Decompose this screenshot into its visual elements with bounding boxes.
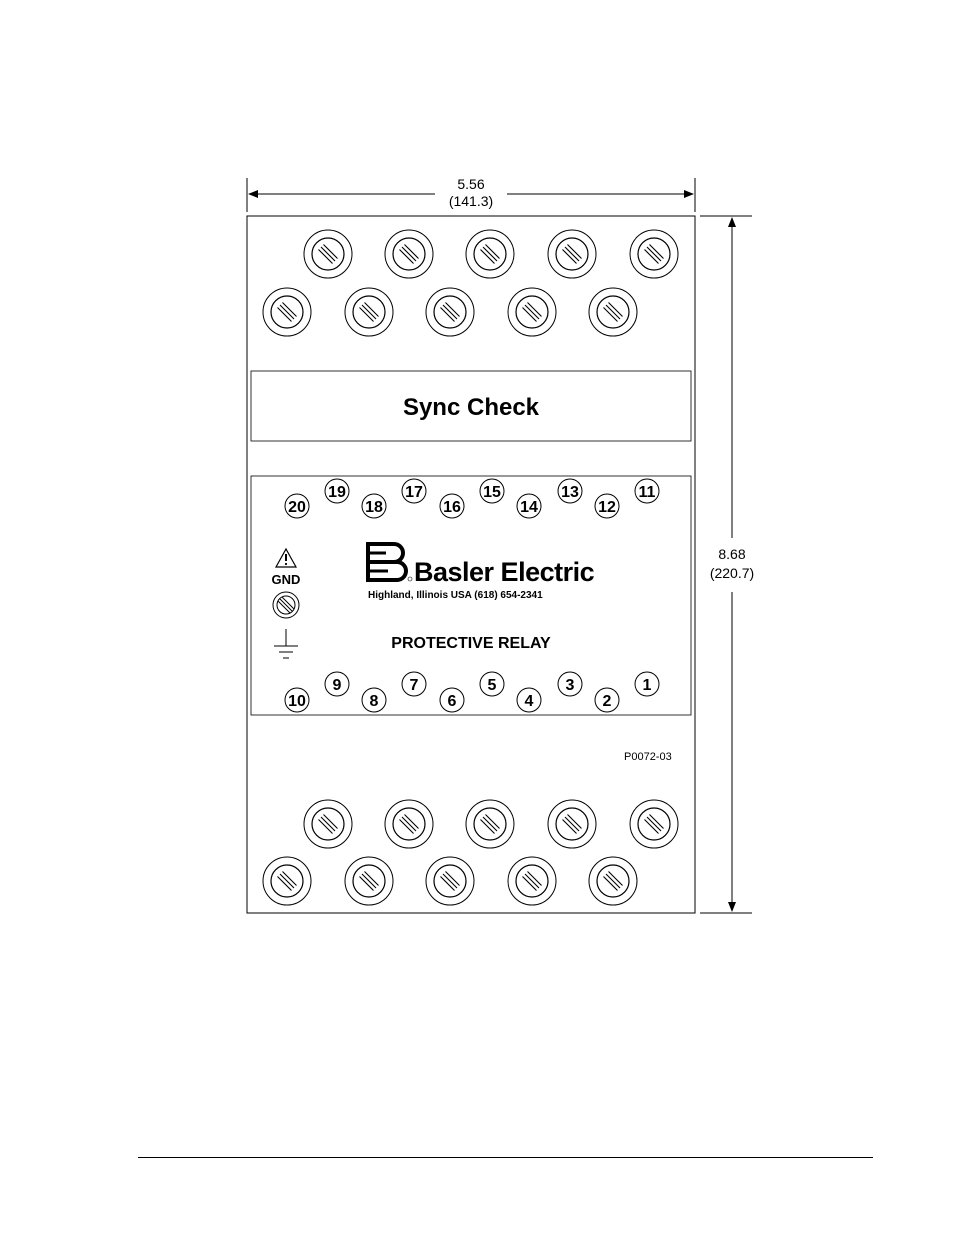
brand-address: Highland, Illinois USA (618) 654-2341 bbox=[368, 590, 543, 601]
terminal-number bbox=[480, 672, 504, 696]
terminal-label: 18 bbox=[365, 499, 383, 516]
height-dimension bbox=[700, 216, 754, 913]
terminal-label: 9 bbox=[332, 677, 342, 694]
terminal-number bbox=[402, 479, 426, 503]
terminal-label: 7 bbox=[409, 677, 419, 694]
screw-terminal-icon bbox=[263, 857, 311, 905]
terminal-number bbox=[480, 479, 504, 503]
terminal-number bbox=[635, 672, 659, 696]
width-dimension bbox=[247, 176, 695, 212]
terminal-label: 5 bbox=[487, 677, 497, 694]
terminal-number bbox=[325, 479, 349, 503]
terminal-number bbox=[362, 494, 386, 518]
screw-terminal-icon bbox=[630, 230, 678, 278]
screw-terminal-icon bbox=[508, 857, 556, 905]
screw-terminal-icon bbox=[426, 288, 474, 336]
terminal-number bbox=[558, 672, 582, 696]
screw-terminal-icon bbox=[385, 230, 433, 278]
terminal-number bbox=[440, 494, 464, 518]
relay-title: Sync Check bbox=[402, 394, 540, 421]
terminal-number bbox=[285, 494, 309, 518]
terminal-label: 1 bbox=[642, 677, 652, 694]
terminal-label: 17 bbox=[405, 484, 423, 501]
terminal-number bbox=[325, 672, 349, 696]
terminal-label: 10 bbox=[288, 693, 306, 710]
terminal-label: 13 bbox=[561, 484, 579, 501]
screw-terminal-icon bbox=[263, 288, 311, 336]
terminal-label: 4 bbox=[524, 693, 534, 710]
screw-terminal-icon bbox=[508, 288, 556, 336]
screw-terminal-icon bbox=[426, 857, 474, 905]
footer-rule bbox=[138, 1157, 873, 1158]
screw-terminal-icon bbox=[345, 857, 393, 905]
ground-screw bbox=[273, 592, 299, 618]
terminal-number bbox=[517, 494, 541, 518]
screw-terminal-icon bbox=[589, 857, 637, 905]
terminal-label: 14 bbox=[520, 499, 538, 516]
terminal-label: 2 bbox=[602, 693, 612, 710]
height-metric: (220.7) bbox=[709, 565, 755, 581]
terminal-number bbox=[440, 688, 464, 712]
terminal-label: 6 bbox=[447, 693, 457, 710]
ground-label: GND bbox=[271, 572, 301, 587]
screw-terminal-icon bbox=[385, 800, 433, 848]
terminal-number bbox=[558, 479, 582, 503]
terminal-number bbox=[635, 479, 659, 503]
terminal-label: 15 bbox=[483, 484, 501, 501]
width-value: 5.56 bbox=[457, 176, 485, 192]
terminal-label: 19 bbox=[328, 484, 346, 501]
screw-terminal-icon bbox=[304, 230, 352, 278]
terminal-number bbox=[362, 688, 386, 712]
screw-terminal-icon bbox=[466, 800, 514, 848]
screw-terminal-icon bbox=[589, 288, 637, 336]
screw-terminal-icon bbox=[304, 800, 352, 848]
relay-subtitle: PROTECTIVE RELAY bbox=[391, 635, 551, 652]
terminal-label: 8 bbox=[369, 693, 379, 710]
screw-terminal-icon bbox=[548, 800, 596, 848]
terminal-label: 20 bbox=[288, 499, 306, 516]
terminal-label: 3 bbox=[565, 677, 575, 694]
terminal-number bbox=[595, 494, 619, 518]
terminal-label: 12 bbox=[598, 499, 616, 516]
screw-terminal-icon bbox=[630, 800, 678, 848]
terminal-label: 16 bbox=[443, 499, 461, 516]
screw-terminal-icon bbox=[466, 230, 514, 278]
terminal-number bbox=[595, 688, 619, 712]
terminal-number bbox=[517, 688, 541, 712]
terminal-number bbox=[285, 688, 309, 712]
width-metric: (141.3) bbox=[448, 193, 494, 209]
height-value: 8.68 bbox=[718, 546, 746, 562]
brand-name: Basler Electric bbox=[414, 557, 595, 587]
terminal-label: 11 bbox=[638, 484, 656, 501]
terminal-number bbox=[402, 672, 426, 696]
figure-code: P0072-03 bbox=[624, 751, 672, 763]
screw-terminal-icon bbox=[345, 288, 393, 336]
screw-terminal-icon bbox=[548, 230, 596, 278]
